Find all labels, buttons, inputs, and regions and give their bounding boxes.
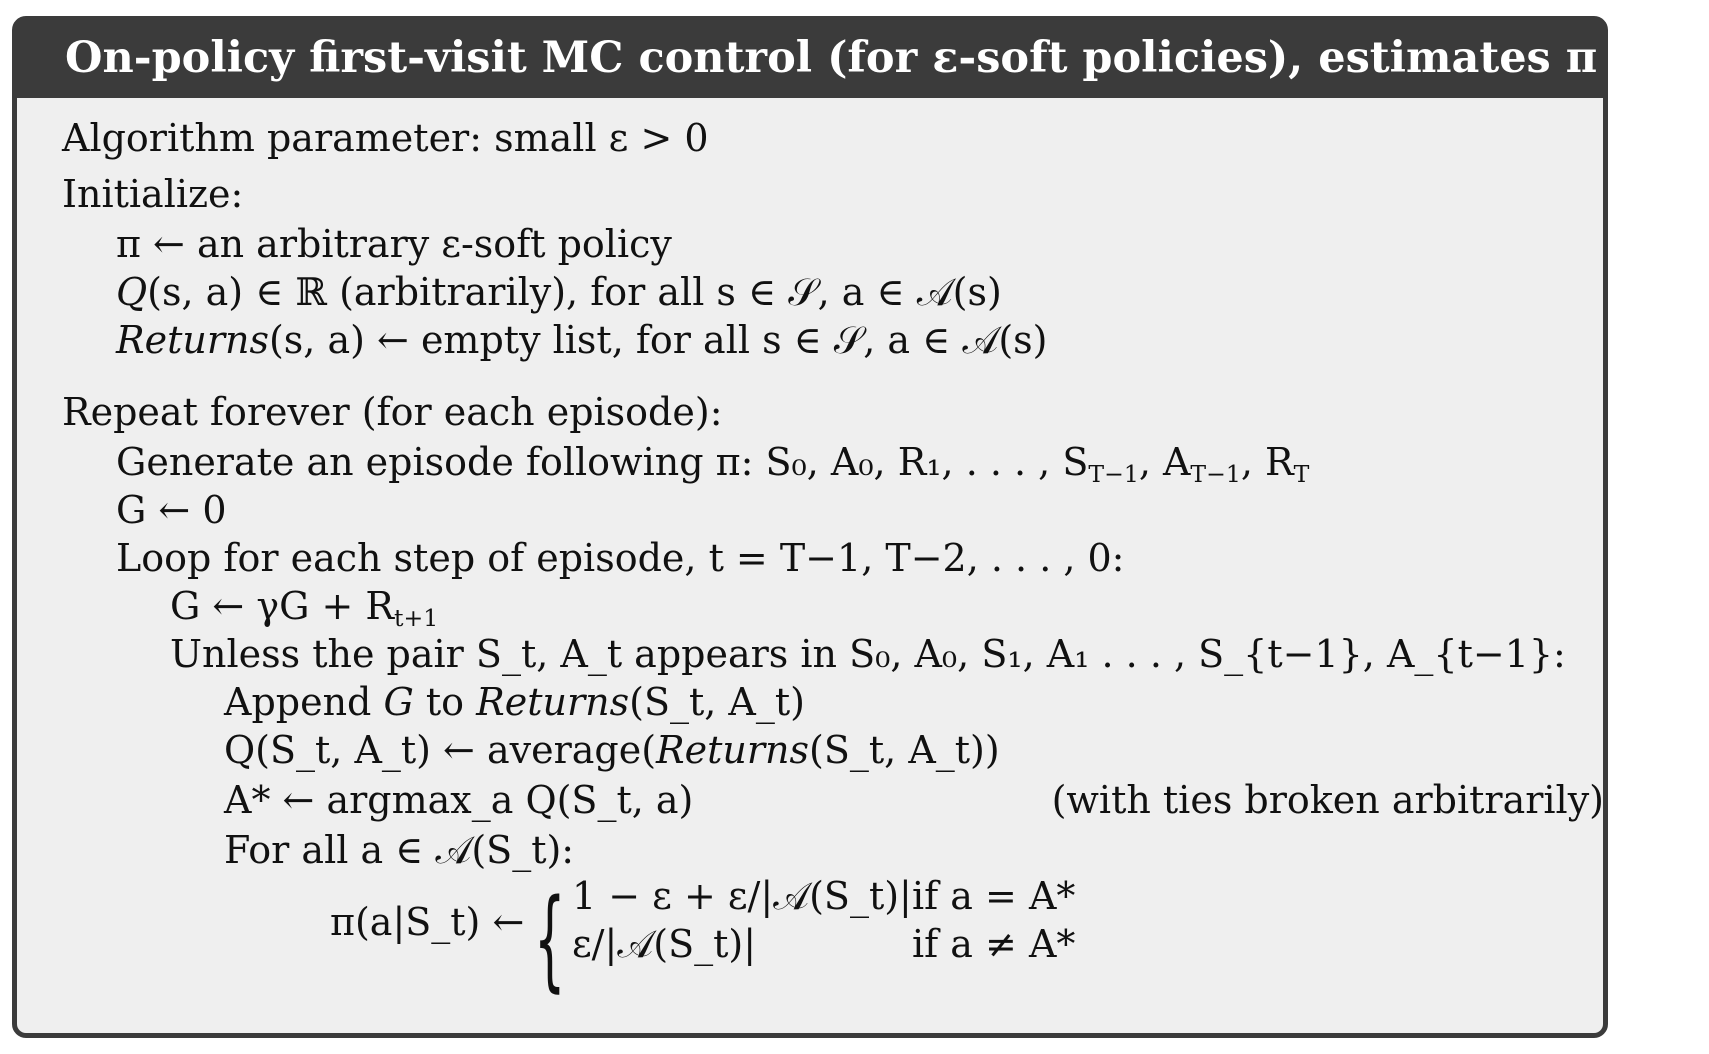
case2-value: ε/|𝒜(S_t)|: [572, 922, 756, 966]
unless-line: Unless the pair S_t, A_t appears in S₀, A₀, S₁, A₁ . . . , S_{t−1}, A_{t−1}:: [170, 632, 1566, 676]
for-all-line: For all a ∈ 𝒜(S_t):: [224, 828, 575, 872]
q-update-line: Q(S_t, A_t) ← average(Returns(S_t, A_t)): [224, 728, 1000, 772]
title-bar: [17, 21, 1709, 98]
generate-episode-line: Generate an episode following π: S₀, A₀, R₁, . . . , $S_{T-1}$, $A_{T-1}$, $R_T$: [116, 440, 1310, 489]
ties-note: (with ties broken arbitrarily): [1051, 778, 1604, 822]
algorithm-parameter-line: Algorithm parameter: small ε > 0: [62, 116, 709, 160]
g-update-line: G ← $\gamma G + R_{t+1}$: [170, 584, 439, 633]
case2-condition: if a ≠ A*: [912, 922, 1076, 966]
argmax-line: A* ← argmax_a Q(S_t, a): [224, 778, 694, 822]
algorithm-title: On-policy first-visit MC control (for ε-soft policies), estimates $\pi \approx \pi_*$: [65, 33, 1709, 87]
append-line: Append G to Returns(S_t, A_t): [224, 680, 805, 724]
init-q-line: Q(s, a) ∈ ℝ (arbitrarily), for all s ∈ 𝒮, a ∈ 𝒜(s): [116, 270, 1002, 314]
loop-line: Loop for each step of episode, t = T−1, T−2, . . . , 0:: [116, 536, 1125, 580]
policy-update-lhs: π(a|S_t) ←: [330, 900, 525, 944]
case1-value: 1 − ε + ε/|𝒜(S_t)|: [572, 874, 912, 918]
initialize-heading: Initialize:: [62, 172, 244, 216]
case1-condition: if a = A*: [912, 874, 1076, 918]
repeat-heading: Repeat forever (for each episode):: [62, 390, 723, 434]
init-returns-line: Returns(s, a) ← empty list, for all s ∈ 𝒮, a ∈ 𝒜(s): [116, 318, 1048, 362]
cases-brace: {: [534, 875, 566, 1003]
init-policy-line: π ← an arbitrary ε-soft policy: [116, 222, 672, 266]
g-init-line: G ← 0: [116, 488, 227, 532]
